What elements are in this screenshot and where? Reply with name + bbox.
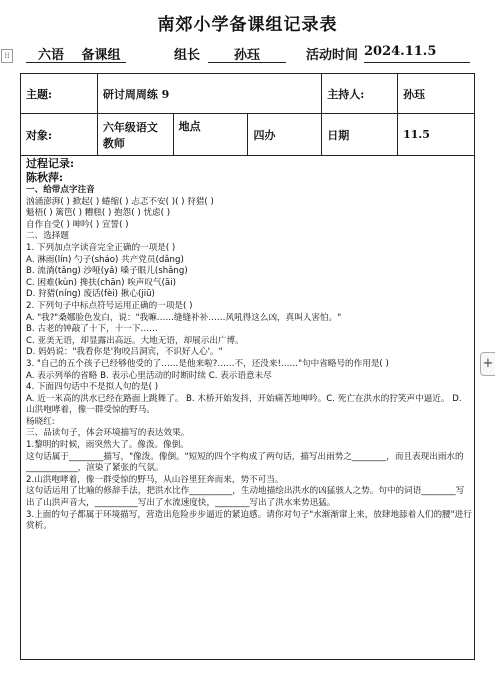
record-line: 杨晓红: (26, 416, 55, 427)
record-line: 二、选择题 (26, 231, 69, 242)
table-move-handle-icon[interactable]: ⁞⁞ (1, 49, 13, 63)
date-value[interactable]: 11.5 (398, 114, 475, 156)
header-row (22, 44, 482, 64)
record-line: 一、给带点字注音 (26, 185, 95, 195)
record-line: 魁梧( ) 篱笆( ) 糟糕( ) 抱怨( ) 忧虑( ) (26, 208, 171, 219)
date-label: 日期 (322, 114, 398, 156)
add-row-plus-icon[interactable]: + (480, 352, 495, 376)
record-line: 2. 下列句子中标点符号运用正确的一项是( ) (26, 300, 193, 311)
target-label: 对象: (21, 114, 98, 156)
record-line: 这句话属于________描写，"像泼。像倒。"短短的四个字构成了两句话，描写出雨势之________，而且表现出雨水的____________，渲染了紧张的气氛。 (26, 451, 464, 474)
record-line: D. 狩猎(níng) 废话(fèi) 揪心(jiū) (26, 289, 155, 300)
record-line: C. 困难(kùn) 搀扶(chān) 唉声叹气(āi) (26, 277, 176, 288)
record-line: D. 妈妈说："我看你是'狗咬吕洞宾，不识好人心'。" (26, 347, 223, 358)
page-title: 南郊小学备课组记录表 (157, 15, 338, 35)
time-label: 活动时间 (306, 48, 359, 63)
record-line: 1.黎明的时候，雨突然大了。像泼。像倒。 (26, 440, 189, 451)
record-line: 自作自受( ) 呻吟( ) 宣誓( ) (26, 219, 129, 230)
record-line: 这句话运用了比喻的修辞手法，把洪水比作__________，生动地描绘出洪水的凶猛骇人之势。句中的词语________写出了山洪声音大，__________写出了水流速度快，________写出了洪水来势迅猛。 (26, 486, 465, 509)
group-label: 备课组 (76, 44, 126, 63)
info-table (20, 73, 475, 156)
record-line: B. 古老的钟敲了十下，十一下…… (26, 324, 158, 335)
record-line: 4. 下面四句话中不是拟人句的是( ) (26, 382, 159, 393)
record-line: B. 流淌(tǎng) 沙哑(yǎ) 嗓子眼儿(shǎng) (26, 266, 188, 277)
topic-value[interactable]: 研讨周周练 9 (97, 74, 321, 114)
record-line: C. 亚美无语，却显露出高远。大地无语，却展示出广博。 (26, 335, 244, 346)
record-line: 2.山洪咆哮着，像一群受惊的野马，从山谷里狂奔而来，势不可当。 (26, 474, 284, 485)
record-line: 三、品读句子，体会环境描写的表达效果。 (26, 428, 190, 439)
group-value: 六语 (26, 44, 76, 63)
record-heading: 过程记录: (26, 157, 75, 170)
record-line: A. "我?"桑娜脸色发白，说："我嘛……缝缝补补……风吼得这么凶，真叫人害怕。" (26, 312, 342, 323)
record-line: A. 近一米高的洪水已经在路面上跳舞了。 B. 木桥开始发抖，开始痛苦地呻吟。C. 死亡在洪水的狞笑声中逼近。 D. 山洪咆哮着，像一群受惊的野马。 (26, 393, 462, 416)
record-line: 3.上面的句子都属于环境描写，营造出危险步步逼近的紧迫感。请你对句子"水渐渐窜上来，放肆地舔着人们的腰"进行赏析。 (26, 509, 472, 532)
process-record[interactable] (26, 157, 472, 533)
place-value[interactable]: 四办 (248, 114, 322, 156)
speaker-name: 陈秋萍: (26, 171, 64, 184)
record-line: 3. "自己的五个孩子已经够他受的了……是他来啦?……不，还没来!……"句中省略号的作用是( ) (26, 358, 389, 369)
host-label: 主持人: (322, 74, 398, 114)
record-line: A. 淋雨(lín) 勺子(sháo) 共产党员(dǎng) (26, 254, 184, 265)
record-line: A. 表示列举的省略 B. 表示心里活动的时断时续 C. 表示语意未尽 (26, 370, 272, 381)
place-label: 地点 (173, 114, 248, 156)
record-line: 汹涌澎湃( ) 掀起( ) 蜷缩( ) 忐忑不安( )( ) 狩猎( ) (26, 196, 214, 207)
topic-label: 主题: (21, 74, 98, 114)
record-line: 1. 下列加点字读音完全正确的一项是( ) (26, 242, 176, 253)
leader-label: 组长 (174, 48, 201, 63)
time-value: 2024.11.5 (364, 44, 470, 63)
leader-value: 孙珏 (208, 44, 286, 63)
target-value[interactable]: 六年级语文教师 (97, 114, 173, 156)
host-value[interactable]: 孙珏 (398, 74, 475, 114)
